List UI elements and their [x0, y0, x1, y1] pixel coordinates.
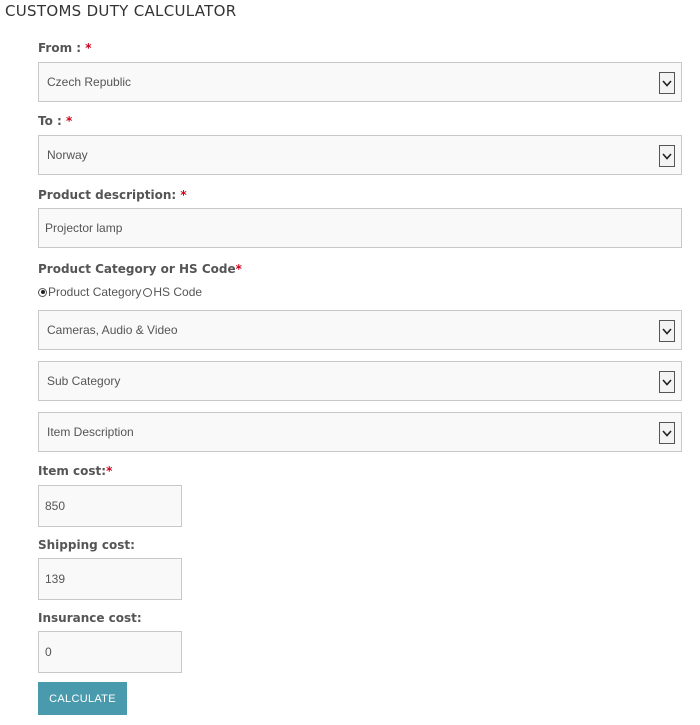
chevron-down-icon[interactable] [659, 320, 675, 342]
insurance-cost-value: 0 [45, 645, 52, 659]
insurance-cost-label: Insurance cost: [38, 611, 142, 625]
item-cost-input[interactable] [38, 485, 182, 527]
product-description-label-text: Product description: [38, 188, 181, 202]
category-select[interactable] [38, 310, 682, 350]
product-description-input[interactable] [38, 208, 682, 248]
to-label [38, 114, 72, 128]
to-select-value: Norway [47, 148, 88, 162]
shipping-cost-label: Shipping cost: [38, 538, 135, 552]
shipping-cost-input[interactable] [38, 558, 182, 600]
product-description-value: Projector lamp [45, 221, 123, 235]
from-select-value: Czech Republic [47, 75, 132, 89]
category-select-value: Cameras, Audio & Video [47, 323, 178, 337]
calculate-button[interactable]: CALCULATE [38, 682, 127, 715]
category-or-hs-label-text: Product Category or HS Code [38, 262, 236, 276]
hs-code-radio-label[interactable]: HS Code [153, 285, 203, 299]
item-cost-label-text: Item cost: [38, 464, 107, 478]
sub-category-select[interactable] [38, 361, 682, 401]
sub-category-select-value: Sub Category [47, 374, 121, 388]
product-category-radio[interactable] [38, 288, 47, 297]
required-marker: * [85, 41, 92, 55]
hs-code-radio[interactable] [143, 288, 152, 297]
required-marker: * [235, 262, 242, 276]
chevron-down-icon[interactable] [659, 371, 675, 393]
insurance-cost-input[interactable] [38, 631, 182, 673]
product-description-label [38, 188, 187, 202]
to-label-text: To : [38, 114, 66, 128]
from-label-text: From : [38, 41, 86, 55]
category-hs-radio-group [38, 285, 202, 299]
required-marker: * [180, 188, 187, 202]
product-category-radio-label[interactable]: Product Category [48, 285, 142, 299]
to-select[interactable] [38, 135, 682, 175]
item-description-select[interactable] [38, 412, 682, 452]
page-title: CUSTOMS DUTY CALCULATOR [5, 2, 237, 20]
item-description-select-value: Item Description [47, 425, 134, 439]
required-marker: * [106, 464, 113, 478]
from-select[interactable] [38, 62, 682, 102]
shipping-cost-value: 139 [45, 572, 66, 586]
from-label [38, 41, 92, 55]
item-cost-label [38, 464, 112, 478]
required-marker: * [66, 114, 73, 128]
item-cost-value: 850 [45, 499, 66, 513]
chevron-down-icon[interactable] [659, 72, 675, 94]
category-or-hs-label [38, 262, 242, 276]
chevron-down-icon[interactable] [659, 422, 675, 444]
chevron-down-icon[interactable] [659, 145, 675, 167]
